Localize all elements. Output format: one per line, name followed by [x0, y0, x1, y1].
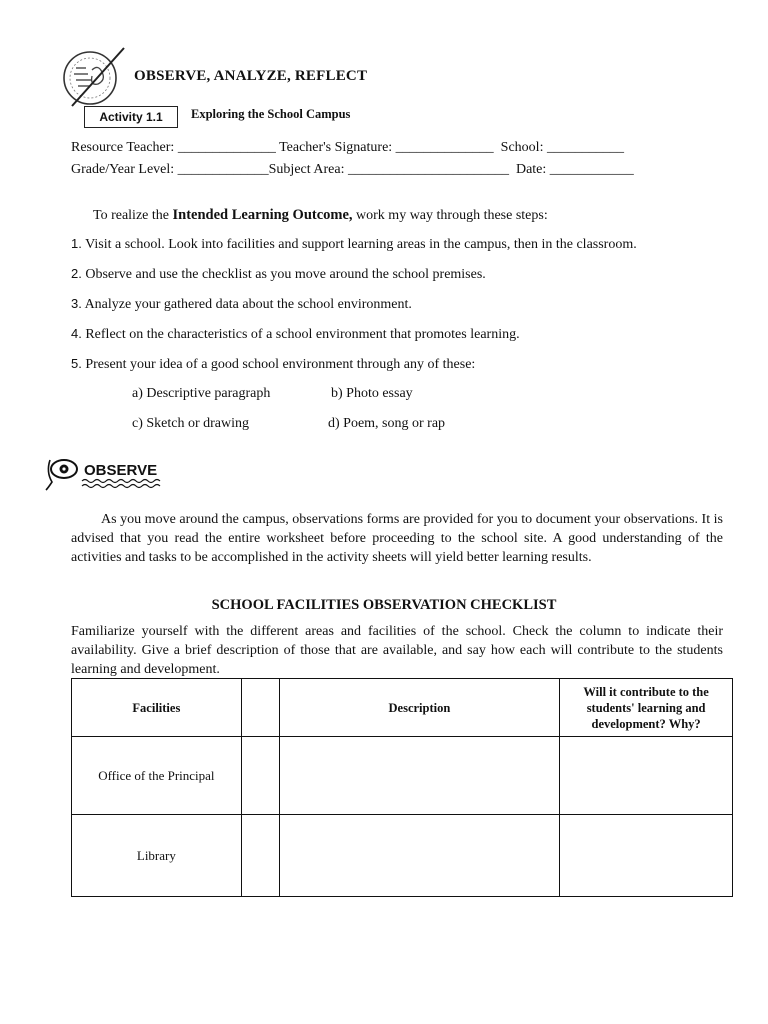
table-header-row — [72, 679, 733, 737]
step-text: Observe and use the checklist as you move around the school premises. — [81, 267, 486, 282]
form-fields-line-2[interactable]: Grade/Year Level: _____________Subject Area: _______________________ Date: ____________ — [71, 162, 634, 177]
step-item-3 — [71, 296, 412, 313]
eye-icon — [46, 460, 77, 490]
page-title: OBSERVE, ANALYZE, REFLECT — [134, 68, 368, 84]
table-row — [72, 737, 733, 815]
description-cell[interactable] — [279, 737, 560, 815]
header-contribute: Will it contribute to the students' learning and development? Why? — [560, 679, 733, 737]
activity-label-badge — [84, 106, 178, 128]
table-row — [72, 815, 733, 897]
check-cell[interactable] — [241, 737, 279, 815]
header-check — [241, 679, 279, 737]
step-number: 3. — [71, 296, 82, 311]
facility-name: Library — [72, 815, 242, 897]
step-text: Analyze your gathered data about the school environment. — [81, 297, 412, 312]
step-text: Present your idea of a good school environment through any of these: — [81, 357, 476, 372]
observe-paragraph: As you move around the campus, observations forms are provided for you to document your observations. It is advised that you read the entire worksheet before proceeding to the school site. A good understanding of the activities and tasks to be accomplished in the activity sheets will yield better learning results. — [71, 512, 723, 565]
intro-prefix: To realize the — [93, 208, 173, 223]
activity-label: Activity 1.1 — [99, 110, 163, 124]
step-number: 2. — [71, 266, 82, 281]
checklist-instructions: Familiarize yourself with the different areas and facilities of the school. Check the column to indicate their availability. Give a brief description of those that are available, and say how each will contribute to the students learning and development. — [71, 624, 723, 677]
contribute-cell[interactable] — [560, 815, 733, 897]
step-number: 5. — [71, 356, 82, 371]
description-cell[interactable] — [279, 815, 560, 897]
checklist-title: SCHOOL FACILITIES OBSERVATION CHECKLIST — [211, 597, 557, 613]
option-b: b) Photo essay — [331, 386, 413, 401]
step-item-5 — [71, 356, 475, 373]
facility-name: Office of the Principal — [72, 737, 242, 815]
intro-suffix: work my way through these steps: — [352, 208, 548, 223]
step-item-1 — [71, 236, 637, 253]
step-item-4 — [71, 326, 520, 343]
step-number: 4. — [71, 326, 82, 341]
option-d: d) Poem, song or rap — [328, 416, 446, 431]
step-item-2 — [71, 266, 486, 283]
intro-sentence — [93, 207, 548, 224]
observe-banner — [44, 452, 162, 492]
activity-logo-icon — [58, 46, 128, 108]
step-number: 1. — [71, 236, 82, 251]
check-cell[interactable] — [241, 815, 279, 897]
observe-label: OBSERVE — [84, 462, 158, 479]
header-description: Description — [279, 679, 560, 737]
form-fields-line-1[interactable]: Resource Teacher: ______________ Teacher's Signature: ______________ School: ___________ — [71, 140, 624, 155]
step-text: Reflect on the characteristics of a school environment that promotes learning. — [81, 327, 520, 342]
option-a: a) Descriptive paragraph — [132, 386, 271, 401]
step-text: Visit a school. Look into facilities and support learning areas in the campus, then in the classroom. — [81, 237, 637, 252]
checklist-table — [71, 678, 733, 897]
contribute-cell[interactable] — [560, 737, 733, 815]
option-c: c) Sketch or drawing — [132, 416, 250, 431]
header-facilities: Facilities — [72, 679, 242, 737]
activity-title: Exploring the School Campus — [191, 107, 351, 121]
intro-emphasis: Intended Learning Outcome, — [172, 207, 353, 223]
